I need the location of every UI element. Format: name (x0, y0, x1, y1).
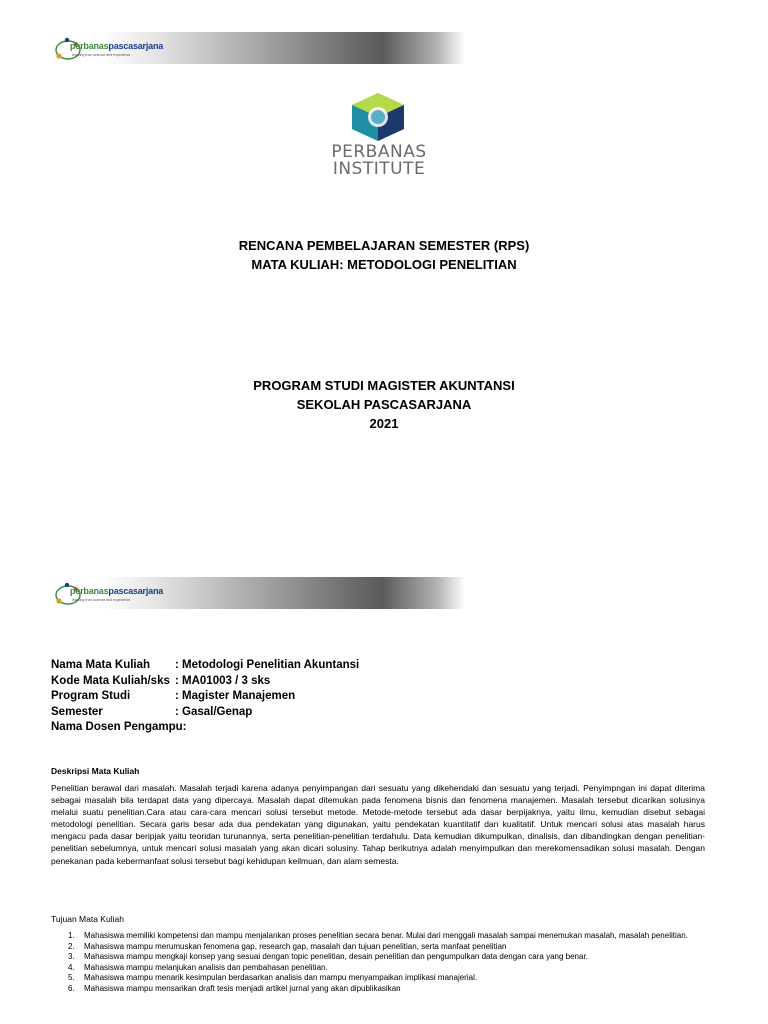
list-item (68, 931, 704, 942)
list-item (68, 983, 704, 995)
banner-brand (70, 586, 163, 596)
program-line1: PROGRAM STUDI MAGISTER AKUNTANSI (253, 378, 515, 393)
document-title-line2: MATA KULIAH: METODOLOGI PENELITIAN (251, 257, 517, 272)
description-text: Penelitian berawal dari masalah. Masalah terjadi karena adanya penyimpangan dari sesuatu yang dikehendaki dan sesuatu yang terjadi. Penyimpngan ini dapat diterima sebagai masalah bila terdapat data yang dipercaya. Masalah dapat ditemukan pada fenomena bisnis dan fenomena manajemen. Masalah tersebut dicarikan solusinya melalui suatu penelitian.Cara atau cara-cara mencari solusi tersebut metode. Metode-metode tersebut ada dasar berpijaknya, yaitu ilmu, kemudian disebut sebagai metodologi penelitian. Secara garis besar ada dua pendekatan yang digunakan, yaitu pendekatan kuantitatif dan kualitatif. Untuk mencari solusi atas masalah harus mengacu pada dasar beripjak yaitu teoridan turunannya, serta penelitian-penelitian terdahulu. Data kemudian dikumpulkan, dinalisis, dan dibandingkan dengan penelitian-penelitian sebelumnya, untuk mencari solusi masalah yang akan dicari solusiny. Tahap berikutnya adalah menyimpulkan dan merekomensadikan solusi masalah. Dengan penekanan pada kebermanfaat solusi tersebut bagi kehidupan keilmuan, dan alam semesta. (51, 783, 705, 866)
list-item-text: Mahasiswa memiliki kompetensi dan mampu menjalankan proses penelitian secara benar. Mulai dari menggali masalah sampai menemukan masalah, masalah penelitian. (84, 931, 688, 940)
course-info-row (51, 720, 359, 736)
banner-tagline: learning from science and experience (72, 598, 131, 602)
list-item-number: 2. (68, 941, 75, 951)
objectives-list (68, 931, 704, 995)
list-item (68, 952, 704, 963)
document-title-line1: RENCANA PEMBELAJARAN SEMESTER (RPS) (238, 238, 530, 253)
course-info-label: Nama Mata Kuliah (51, 659, 151, 671)
course-info-row (51, 674, 359, 690)
course-info-label: Semester (51, 705, 103, 718)
program-year: 2021 (369, 416, 399, 431)
course-info-row (51, 705, 359, 721)
banner-brand (70, 41, 163, 51)
course-info-block (51, 658, 359, 736)
list-item-text: Mahasiswa mampu menarik kesimpulan berdasarkan analisis dan mampu menyampaikan implikasi manajerial. (84, 973, 478, 983)
section-banner (50, 577, 465, 609)
perbanas-institute-logo-icon (352, 93, 404, 141)
course-info-value: : MA01003 / 3 sks (175, 674, 271, 687)
brand-part2: pascasarjana (108, 41, 164, 51)
list-item-number: 6. (68, 983, 75, 993)
list-item (68, 962, 704, 974)
brand-part1: perbanas (70, 586, 109, 596)
course-info-label: Nama Dosen Pengampu: (51, 721, 187, 733)
course-info-label: Program Studi (51, 690, 131, 702)
objectives-heading: Tujuan Mata Kuliah (51, 914, 124, 924)
course-info-value: : Magister Manajemen (175, 690, 296, 702)
list-item-text: Mahasiswa mampu mensarikan draft tesis menjadi artikel jurnal yang akan dipublikasikan (84, 983, 401, 993)
description-heading: Deskripsi Mata Kuliah (51, 766, 140, 776)
list-item (68, 941, 704, 953)
list-item-number: 5. (68, 973, 75, 983)
list-item-number: 3. (68, 952, 75, 962)
course-info-label: Kode Mata Kuliah/sks (51, 674, 170, 687)
course-info-value: : Metodologi Penelitian Akuntansi (175, 659, 360, 671)
brand-part1: perbanas (70, 41, 109, 51)
list-item-number: 1. (68, 931, 75, 940)
banner-tagline: learning from science and experience (72, 53, 131, 57)
brand-part2: pascasarjana (108, 586, 164, 596)
program-line2: SEKOLAH PASCASARJANA (296, 397, 472, 412)
course-info-row (51, 689, 359, 705)
list-item-text: Mahasiswa mampu mengkaji konsep yang sesuai dengan topic penelitian, desain penelitian dan pengumpulkan data dengan cara yang benar. (84, 952, 588, 962)
course-info-value: : Gasal/Genap (175, 705, 253, 718)
list-item-number: 4. (68, 962, 75, 972)
list-item-text: Mahasiswa mampu merumuskan fenomena gap, research gap, masalah dan tujuan penelitian, serta manfaat penelitian (84, 941, 507, 951)
header-banner (50, 32, 465, 64)
institute-name-line1: PERBANAS (331, 142, 427, 162)
list-item (68, 973, 704, 984)
course-info-row (51, 658, 359, 674)
list-item-text: Mahasiswa mampu melanjukan analisis dan pembahasan penelitian. (84, 962, 328, 972)
institute-name-line2: INSTITUTE (332, 159, 426, 179)
